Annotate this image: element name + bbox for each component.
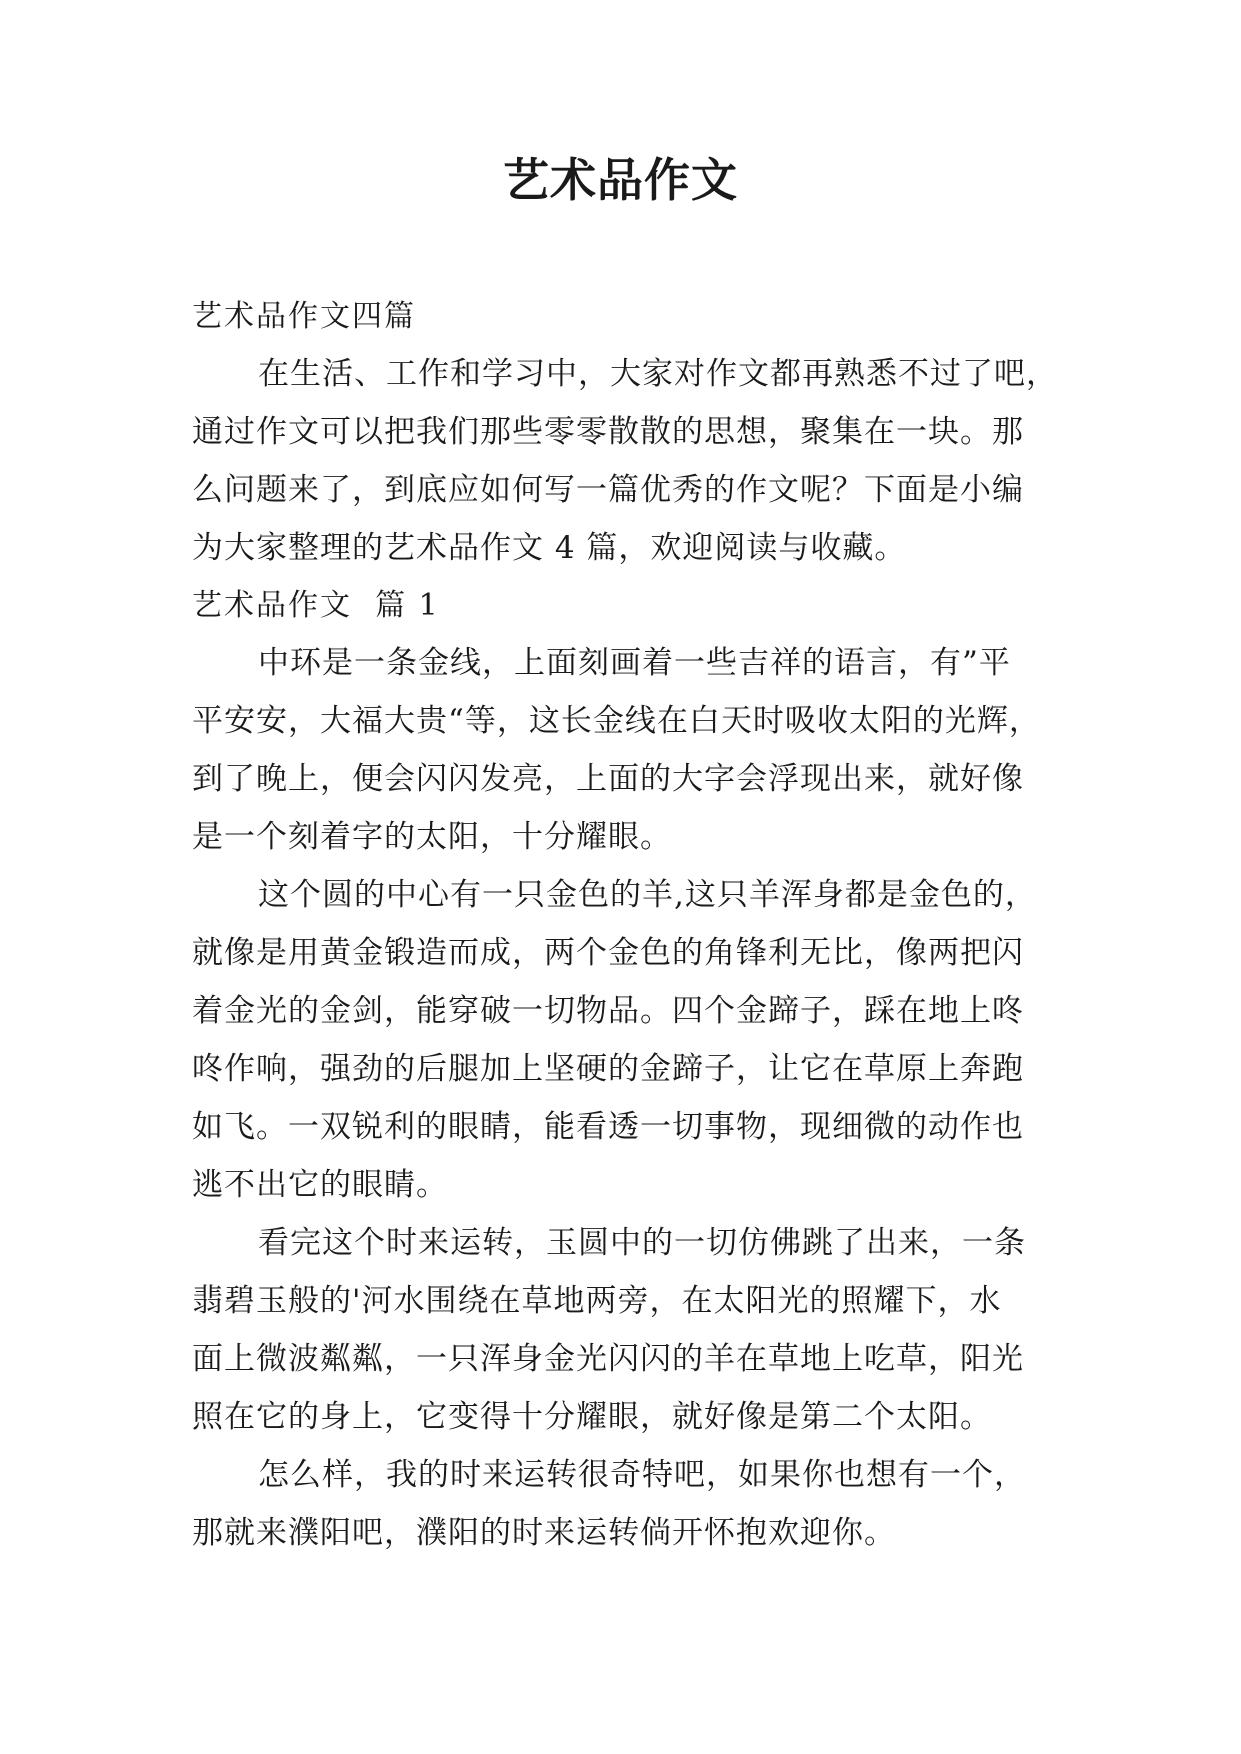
paragraph-line: 照在它的身上，它变得十分耀眼，就好像是第二个太阳。 <box>192 1399 992 1435</box>
paragraph-line: 翡碧玉般的'河水围绕在草地两旁，在太阳光的照耀下，水 <box>192 1283 1002 1319</box>
section-heading: 艺术品作文 篇 1 <box>192 588 440 623</box>
paragraph-line: 看完这个时来运转，玉圆中的一切仿佛跳了出来，一条 <box>258 1225 1026 1261</box>
paragraph-line: 着金光的金剑，能穿破一切物品。四个金蹄子，踩在地上咚 <box>192 993 1024 1029</box>
body-paragraph <box>192 634 1072 866</box>
body-paragraph <box>192 1446 1072 1562</box>
paragraph-line: 逃不出它的眼睛。 <box>192 1167 448 1203</box>
paragraph-line: 面上微波粼粼，一只浑身金光闪闪的羊在草地上吃草，阳光 <box>192 1341 1024 1377</box>
paragraph-line: 么问题来了，到底应如何写一篇优秀的作文呢？下面是小编 <box>192 472 1024 508</box>
paragraph-line: 平安安，大福大贵“等，这长金线在白天时吸收太阳的光辉， <box>192 703 1041 739</box>
paragraph-line: 咚作响，强劲的后腿加上坚硬的金蹄子，让它在草原上奔跑 <box>192 1051 1024 1087</box>
document-title: 艺术品作文 <box>503 153 738 207</box>
intro-paragraph <box>192 345 1072 577</box>
paragraph-line: 是一个刻着字的太阳，十分耀眼。 <box>192 819 672 855</box>
paragraph-line: 通过作文可以把我们那些零零散散的思想，聚集在一块。那 <box>192 414 1024 450</box>
paragraph-line: 怎么样，我的时来运转很奇特吧，如果你也想有一个， <box>258 1457 1026 1493</box>
paragraph-line: 为大家整理的艺术品作文 4 篇，欢迎阅读与收藏。 <box>192 530 907 566</box>
paragraph-line: 那就来濮阳吧，濮阳的时来运转倘开怀抱欢迎你。 <box>192 1515 896 1551</box>
document-subtitle: 艺术品作文四篇 <box>192 299 416 334</box>
paragraph-line: 这个圆的中心有一只金色的羊,这只羊浑身都是金色的， <box>258 877 1037 913</box>
paragraph-line: 中环是一条金线，上面刻画着一些吉祥的语言，有”平 <box>258 645 1011 681</box>
document-body <box>192 288 1072 1562</box>
paragraph-line: 就像是用黄金锻造而成，两个金色的角锋利无比，像两把闪 <box>192 935 1024 971</box>
body-paragraph <box>192 1214 1072 1446</box>
body-paragraph <box>192 866 1072 1214</box>
paragraph-line: 在生活、工作和学习中，大家对作文都再熟悉不过了吧， <box>258 356 1058 392</box>
paragraph-line: 到了晚上，便会闪闪发亮，上面的大字会浮现出来，就好像 <box>192 761 1024 797</box>
paragraph-line: 如飞。一双锐利的眼睛，能看透一切事物，现细微的动作也 <box>192 1109 1024 1145</box>
